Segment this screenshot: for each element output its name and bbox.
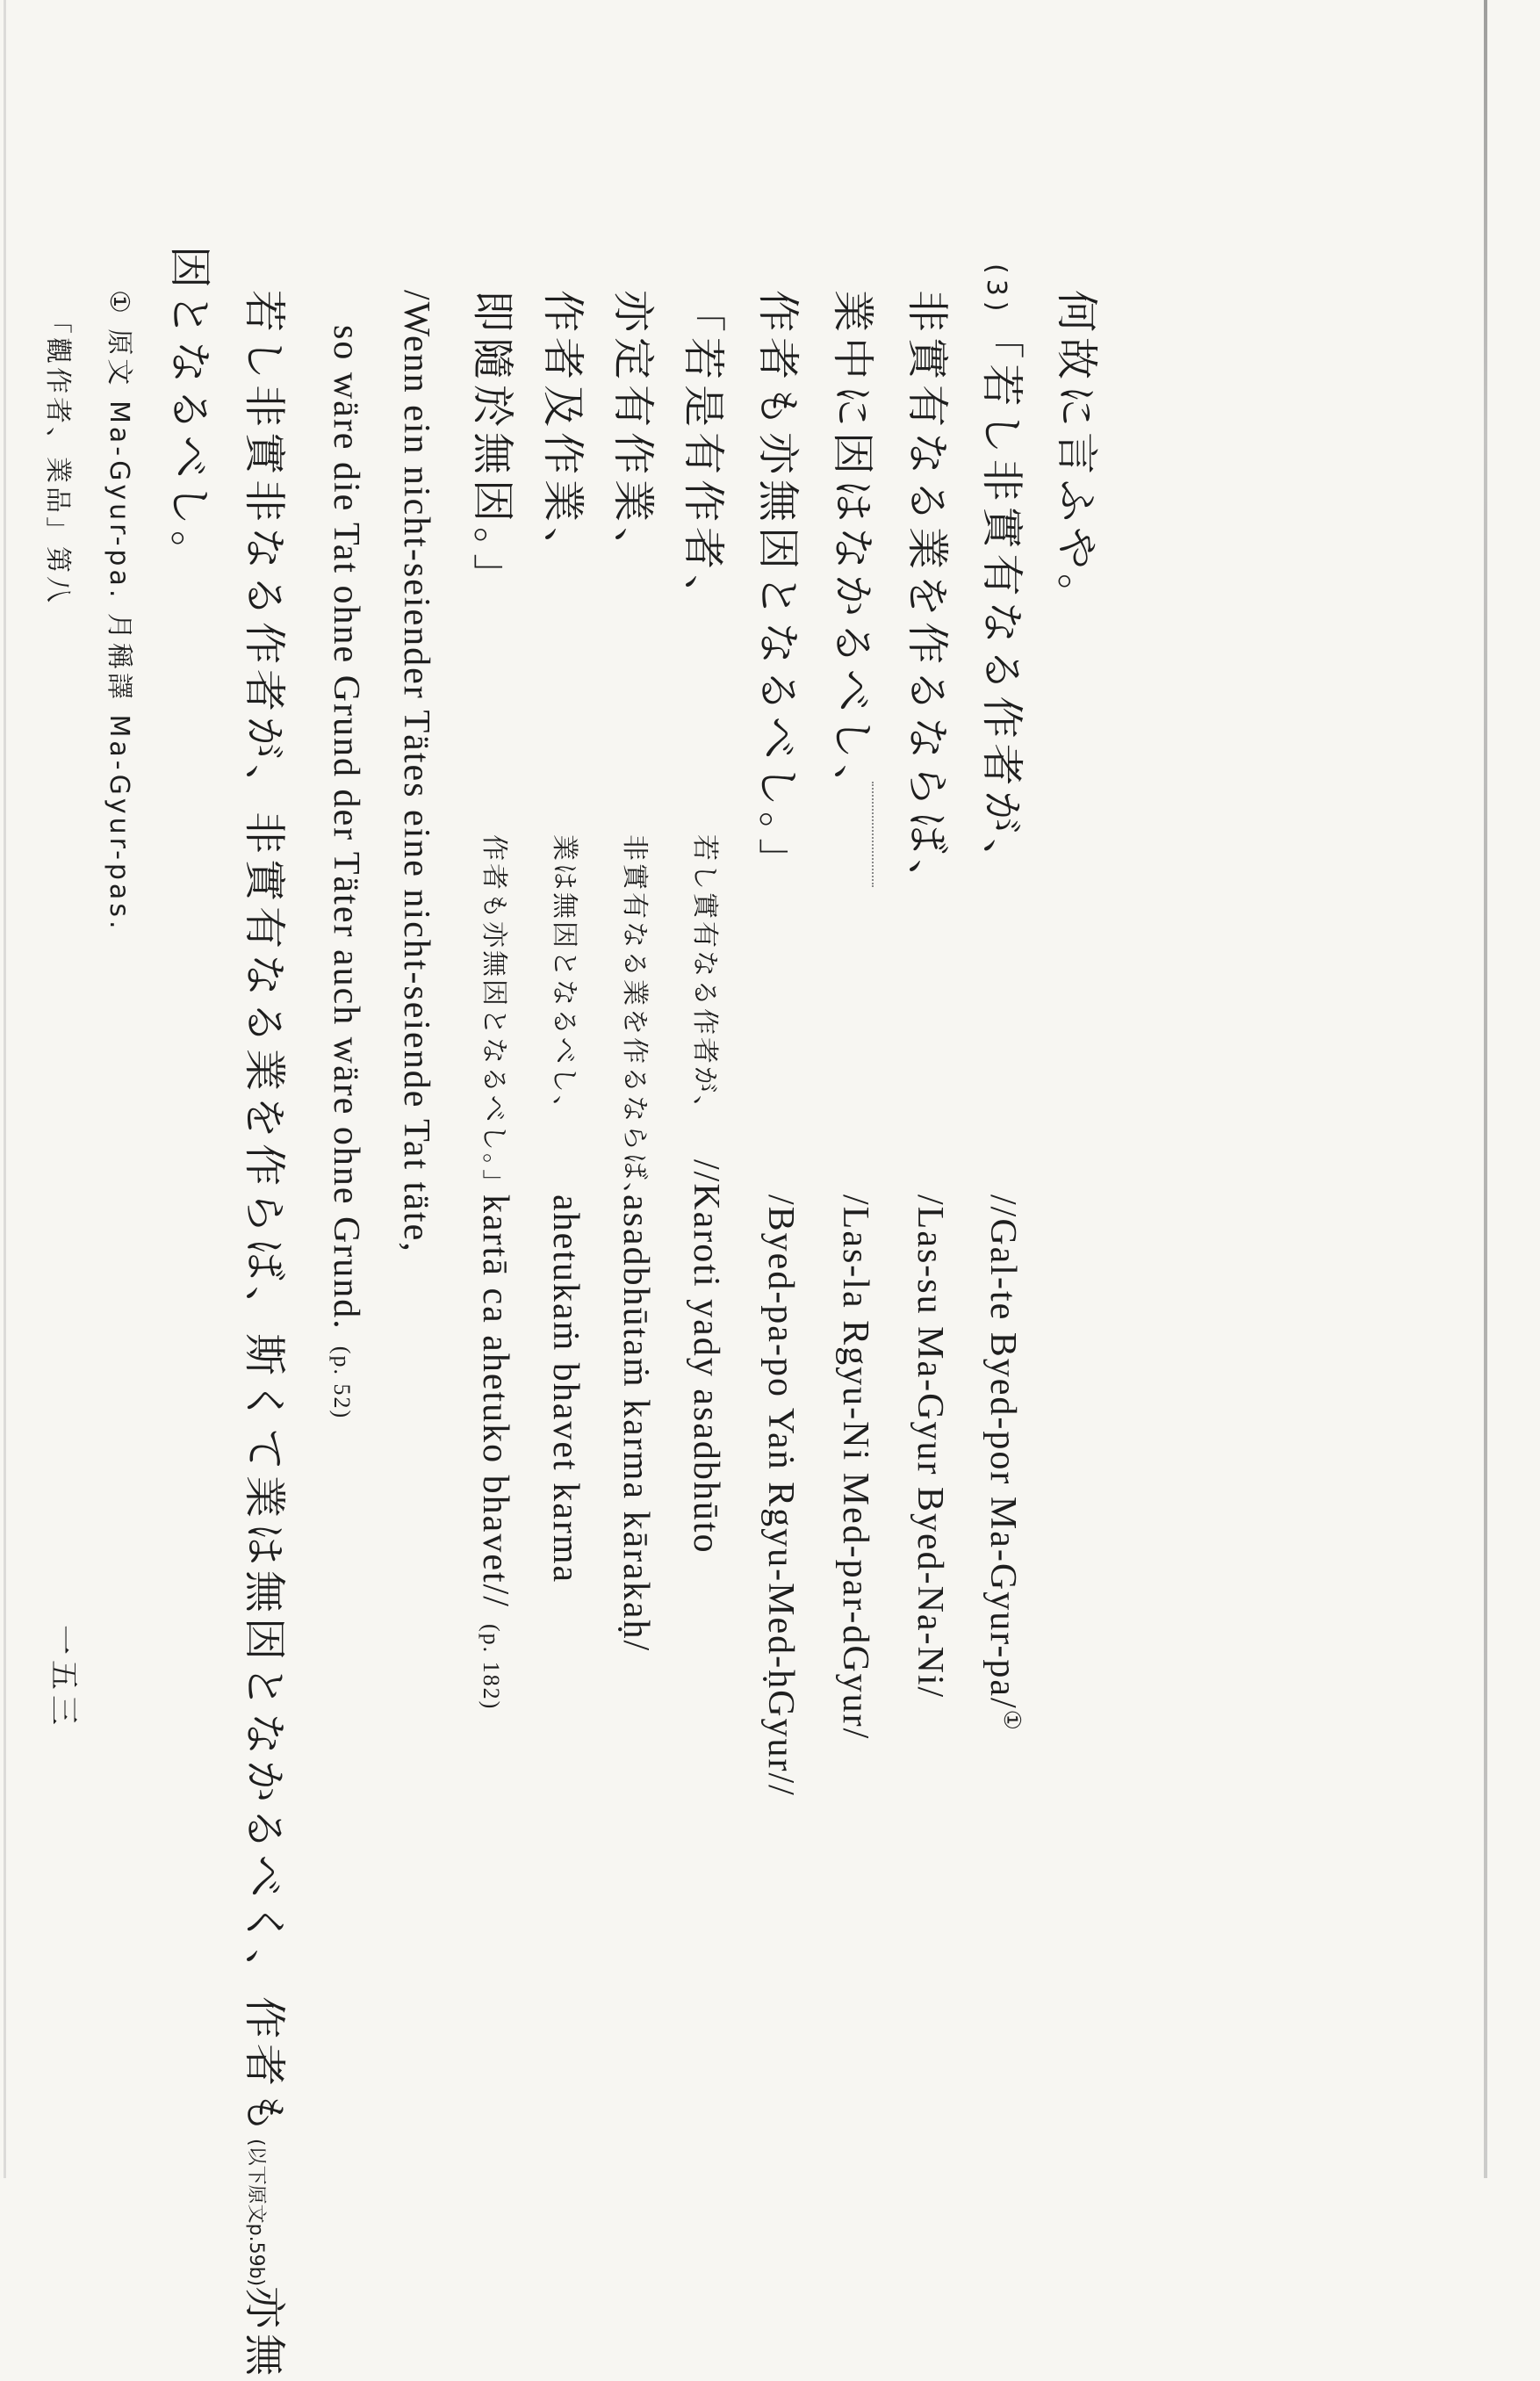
verse-line-3: 業中に因はなかるべし、 — [828, 290, 877, 812]
verse-line-1: 「若し非實有なる作者が、 — [977, 316, 1026, 886]
chinese-line-3: 作者及作業、 — [538, 290, 587, 575]
gloss-line-3: 業は無因となるべし、 — [549, 834, 579, 1124]
chinese-line-2: 亦定有作業、 — [608, 290, 658, 575]
page-content — [0, 246, 1101, 2381]
verse-marker: (3) — [981, 263, 1011, 317]
tibetan-line-2: /Las-su Ma-Gyur Byed-Na-Ni/ — [910, 1194, 950, 1699]
german-line-1: /Wenn ein nicht-seiender Tätes eine nicht-seiende Tat täte, — [396, 290, 436, 1253]
sanskrit-ref: (p. 182) — [479, 1623, 504, 1711]
german-ref: (p. 52) — [329, 1346, 355, 1420]
chinese-line-4: 即隨於無因。」 — [468, 290, 517, 602]
sanskrit-line-2: asadbhūtaṁ karma kārakaḥ/ — [615, 1194, 656, 1653]
tibetan-line-4: /Byed-pa-po Yaṅ Rgyu-Med-ḥGyur// — [760, 1194, 801, 1797]
sanskrit-line-3: ahetukaṁ bhavet karma — [545, 1194, 586, 1584]
tibetan-marker: ① — [999, 1709, 1025, 1732]
commentary-line-2: 因となるべし。 — [165, 246, 214, 579]
tibetan-line-3: /Las-la Rgyu-Ni Med-par-dGyur/ — [835, 1194, 875, 1741]
verse-line-4: 作者も亦無因となるべし。」 — [753, 290, 802, 886]
scan-edge-right — [1484, 0, 1487, 2178]
tibetan-line-1: //Gal-te Byed-por Ma-Gyur-pa/① — [982, 1194, 1025, 1732]
sanskrit-line-4: kartā ca ahetuko bhavet//(p. 182) — [475, 1194, 515, 1711]
verse-line-2: 非實有なる業を作るならば、 — [903, 290, 952, 907]
gloss-line-1: 若し實有なる作者が、 — [689, 834, 720, 1124]
heading: 何故に言ふや。 — [1052, 290, 1101, 622]
commentary-line-1: 若し非實非なる作者が、非實有なる業を作らば、斯くて業は無因となかるべく、作者も(以下原文p.59b)亦無 — [240, 290, 289, 2381]
running-title: 「觀作者、業品」第八 — [42, 307, 73, 606]
gloss-line-2: 非實有なる業を作るならば、 — [619, 834, 650, 1211]
page-number: 一五三 — [46, 1625, 81, 1730]
commentary-note: (以下原文p.59b) — [245, 2139, 267, 2287]
gloss-line-4: 作者も亦無因となるべし。」 — [479, 834, 509, 1198]
sanskrit-line-1: //Karoti yady asadbhūto — [686, 1159, 726, 1555]
german-line-2: so wäre die Tat ohne Grund der Täter auch wäre ohne Grund.(p. 52) — [326, 325, 366, 1420]
dotted-rule — [872, 782, 874, 887]
chinese-line-1: 「若是有作者、 — [679, 290, 728, 623]
footnote: ① 原文 Ma-Gyur-pa. 月稱譯 Ma-Gyur-pas. — [104, 290, 134, 933]
